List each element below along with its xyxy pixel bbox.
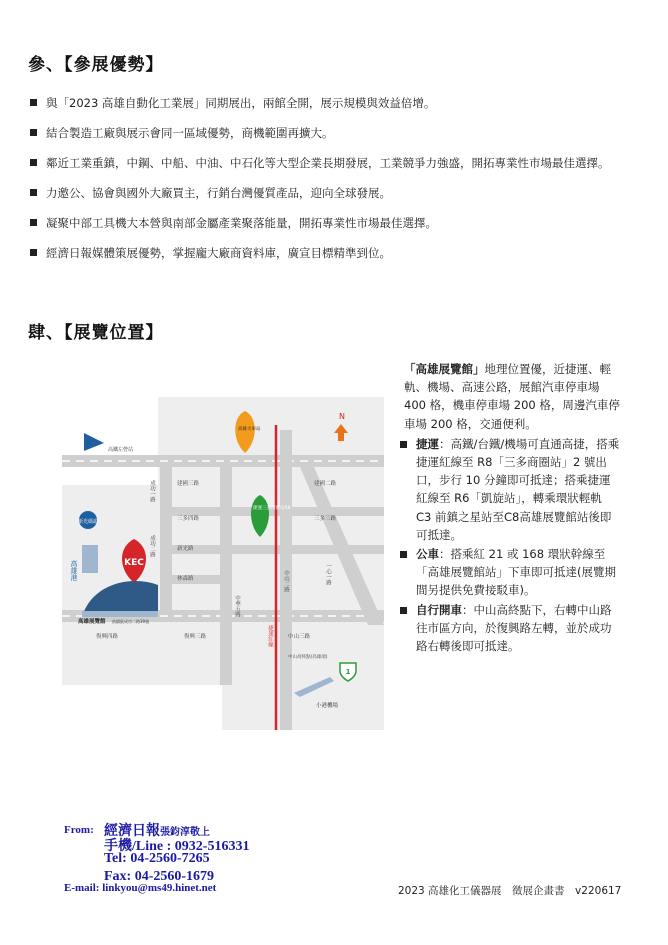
contact-person: 張鈞淳 [160,827,190,838]
location-description [398,360,620,656]
map-label: 小港機場 [316,703,339,709]
advantages-list [28,94,648,274]
list-item: 經濟日報媒體策展優勢，掌握龐大廠商資料庫，廣宣目標精準到位。 [28,244,648,262]
transport-label: 捷運 [416,436,439,451]
list-item: 鄰近工業重鎮，中鋼、中船、中油、中石化等大型企業長期發展，工業競爭力強盛，開拓專業性市場最佳選擇。 [28,154,648,172]
hsr-icon [84,433,104,451]
map-label: 高雄火車站 [238,427,261,432]
intro-text: 地理位置優，近捷運、輕軌、機場、高速公路，展館汽車停車場 400 格，機車停車場 200 格，周邊汽車停車場 200 格，交通便利。 [404,362,620,431]
road-label: 復興四路 [96,634,119,640]
map-label: 新光碼頭 [77,519,99,525]
road-label: 三多三路 [314,516,337,522]
list-item: 與「2023 高雄自動化工業展」同期展出，兩館全開，展示規模與效益倍增。 [28,94,648,112]
location-intro [398,360,620,433]
map-label: 捷運三多商圈站R8 [253,506,291,511]
section-title-location: 肆、【展覽位置】 [28,323,164,343]
road-label: 中山三路 [288,634,311,640]
location-map [62,385,384,730]
road-label: 新光路 [177,546,194,552]
road-label: 三多四路 [177,516,200,522]
road-label: 林森路 [177,576,194,582]
map-label: 高鐵左營站 [108,447,134,453]
transport-label: 自行開車 [416,602,462,617]
ship-icon [82,545,98,573]
north-label: N [339,412,345,421]
contact-fax: Fax: 04-2560-1679 [104,869,215,884]
road-label: 成功一路 [149,480,155,502]
mrt-line-label: 捷運紅線 [267,625,273,647]
transport-text: ：搭乘紅 21 或 168 環狀幹線至「高雄展覽館站」下車即可抵達(展覽期間另提供免費接駁車)。 [416,547,616,598]
map-label: 高雄港 [70,560,78,581]
contact-company: 經濟日報 [104,824,160,839]
contact-respect: 敬上 [190,827,210,838]
transport-list [398,435,620,655]
page-footer: 2023 高雄化工儀器展 徵展企畫書 v220617 [398,885,622,897]
road-label: 中山高終點(高雄端) [288,655,328,660]
road-label: 建國二路 [314,481,337,487]
transport-text: ：高鐵/台鐵/機場可直通高捷，搭乘捷運紅線至 R8「三多商圈站」2 號出口，步行 10 分鐘即可抵達；搭乘捷運紅線至 R6「凱旋站」，轉乘環狀輕軌 C3 前鎮之星站至C8高雄展覽館站後即可抵達。 [416,436,620,542]
highway-number: 1 [345,668,351,676]
contact-email: E-mail: linkyou@ms49.hinet.net [64,882,217,894]
map-label: 前鎮區成功二路39號 [112,619,150,624]
contact-from: From: [64,824,94,836]
list-item [398,545,620,600]
road-label: 一心一路 [325,563,331,585]
transport-text: ：中山高終點下，右轉中山路往市區方向，於復興路左轉，並於成功路右轉後即可抵達。 [416,602,612,654]
road-label: 中華五路 [234,595,240,617]
map-label: 高雄展覽館 [78,619,106,625]
contact-tel: Tel: 04-2560-7265 [104,851,210,866]
list-item: 力邀公、協會與國外大廠買主，行銷台灣優質產品，迎向全球發展。 [28,184,648,202]
list-item: 凝聚中部工具機大本營與南部金屬產業聚落能量，開拓專業性市場最佳選擇。 [28,214,648,232]
transport-label: 公車 [416,547,439,562]
road-label: 成功二路 [149,535,155,557]
section-title-advantages: 參、【參展優勢】 [28,55,164,75]
road-label: 建國三路 [177,481,200,487]
list-item [398,601,620,656]
list-item [398,435,620,544]
road-label: 中山二路 [283,570,289,592]
contact-mobile: 手機/Line : 0932-516331 [104,839,250,854]
intro-venue: 「高雄展覽館」 [404,362,485,376]
kec-label: KEC [124,558,144,568]
list-item: 結合製造工廠與展示會同一區域優勢，商機範圍再擴大。 [28,124,648,142]
road-label: 復興三路 [184,634,207,640]
